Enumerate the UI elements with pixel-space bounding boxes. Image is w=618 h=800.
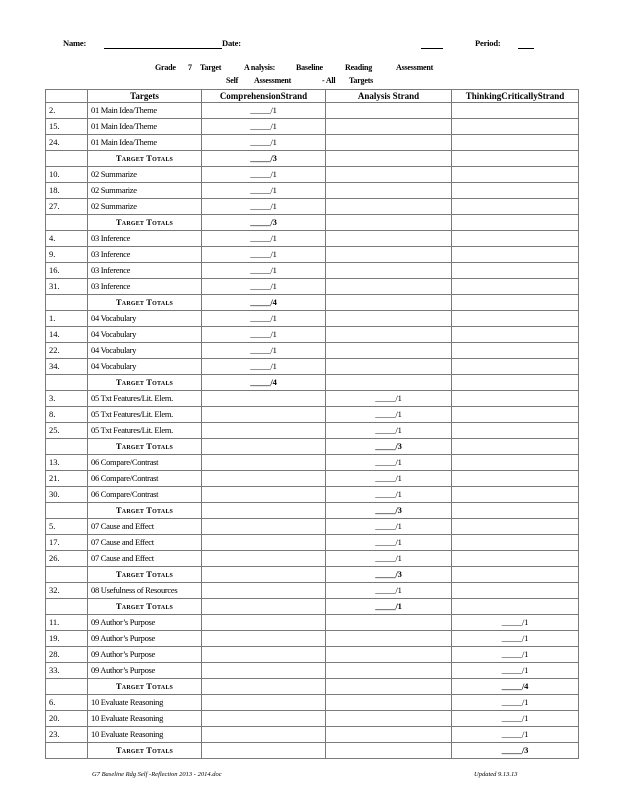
subtitle-word: Baseline [296, 63, 323, 72]
period-line[interactable] [518, 48, 534, 49]
target-name: 01 Main Idea/Theme [88, 119, 202, 135]
target-totals-row [46, 295, 579, 311]
analysis-score[interactable]: _____/1 [326, 583, 452, 599]
thinking-score [452, 519, 579, 535]
date-line[interactable] [421, 48, 443, 49]
name-label: Name: [63, 38, 87, 48]
thinking-score[interactable]: _____/3 [452, 743, 579, 759]
analysis-score [326, 167, 452, 183]
comprehension-score [202, 631, 326, 647]
table-row [46, 279, 579, 295]
comprehension-score [202, 599, 326, 615]
table-row [46, 695, 579, 711]
table-row [46, 407, 579, 423]
analysis-score [326, 295, 452, 311]
item-number: 33. [46, 663, 88, 679]
target-name: 10 Evaluate Reasoning [88, 695, 202, 711]
thinking-score [452, 247, 579, 263]
target-name: 02 Summarize [88, 183, 202, 199]
target-totals-row [46, 567, 579, 583]
table-row [46, 311, 579, 327]
comprehension-score[interactable]: _____/4 [202, 295, 326, 311]
comprehension-score [202, 711, 326, 727]
target-name: 03 Inference [88, 263, 202, 279]
target-name: 04 Vocabulary [88, 359, 202, 375]
analysis-score [326, 183, 452, 199]
item-number: 1. [46, 311, 88, 327]
target-totals-label: Target Totals [88, 151, 202, 167]
thinking-score [452, 487, 579, 503]
subtitle-word: Reading [345, 63, 373, 72]
target-name: 03 Inference [88, 279, 202, 295]
analysis-column-header: Analysis Strand [326, 90, 452, 103]
analysis-score[interactable]: _____/1 [326, 407, 452, 423]
target-totals-row [46, 599, 579, 615]
table-row [46, 583, 579, 599]
target-totals-row [46, 743, 579, 759]
item-number: 19. [46, 631, 88, 647]
target-name: 09 Author’s Purpose [88, 647, 202, 663]
comprehension-score [202, 551, 326, 567]
target-name: 03 Inference [88, 247, 202, 263]
item-number: 14. [46, 327, 88, 343]
analysis-score [326, 135, 452, 151]
analysis-score [326, 743, 452, 759]
comprehension-score[interactable]: _____/1 [202, 231, 326, 247]
table-row [46, 631, 579, 647]
target-totals-row [46, 151, 579, 167]
thinking-score [452, 567, 579, 583]
target-name: 02 Summarize [88, 199, 202, 215]
item-number: 5. [46, 519, 88, 535]
analysis-score[interactable]: _____/1 [326, 519, 452, 535]
analysis-score[interactable]: _____/1 [326, 487, 452, 503]
thinking-column-header: ThinkingCriticallyStrand [452, 90, 579, 103]
comprehension-score[interactable]: _____/1 [202, 183, 326, 199]
target-totals-label: Target Totals [88, 375, 202, 391]
analysis-score [326, 663, 452, 679]
target-name: 07 Cause and Effect [88, 519, 202, 535]
thinking-score [452, 279, 579, 295]
table-row [46, 359, 579, 375]
thinking-score [452, 503, 579, 519]
comprehension-score[interactable]: _____/1 [202, 327, 326, 343]
item-number [46, 439, 88, 455]
item-number: 16. [46, 263, 88, 279]
thinking-score[interactable]: _____/4 [452, 679, 579, 695]
item-number: 18. [46, 183, 88, 199]
comprehension-score [202, 695, 326, 711]
item-number: 21. [46, 471, 88, 487]
target-name: 09 Author’s Purpose [88, 615, 202, 631]
analysis-score [326, 199, 452, 215]
thinking-score [452, 391, 579, 407]
item-number: 6. [46, 695, 88, 711]
analysis-score [326, 631, 452, 647]
table-row [46, 327, 579, 343]
comprehension-score[interactable]: _____/1 [202, 103, 326, 119]
thinking-score[interactable]: _____/1 [452, 695, 579, 711]
table-row [46, 199, 579, 215]
item-number: 10. [46, 167, 88, 183]
comprehension-score [202, 423, 326, 439]
analysis-score [326, 727, 452, 743]
comprehension-score [202, 439, 326, 455]
thinking-score [452, 471, 579, 487]
analysis-score [326, 247, 452, 263]
comprehension-score[interactable]: _____/1 [202, 311, 326, 327]
analysis-score[interactable]: _____/1 [326, 599, 452, 615]
thinking-score [452, 327, 579, 343]
thinking-score [452, 551, 579, 567]
target-totals-row [46, 375, 579, 391]
target-name: 05 Txt Features/Lit. Elem. [88, 407, 202, 423]
comprehension-score[interactable]: _____/1 [202, 167, 326, 183]
table-row [46, 487, 579, 503]
thinking-score [452, 311, 579, 327]
thinking-score[interactable]: _____/1 [452, 711, 579, 727]
target-name: 06 Compare/Contrast [88, 471, 202, 487]
analysis-score [326, 151, 452, 167]
comprehension-score [202, 535, 326, 551]
comprehension-score [202, 567, 326, 583]
table-row [46, 551, 579, 567]
analysis-score [326, 327, 452, 343]
table-row [46, 727, 579, 743]
analysis-score [326, 679, 452, 695]
analysis-score[interactable]: _____/1 [326, 551, 452, 567]
table-row [46, 615, 579, 631]
item-number: 27. [46, 199, 88, 215]
target-totals-label: Target Totals [88, 295, 202, 311]
thinking-score [452, 535, 579, 551]
table-row [46, 647, 579, 663]
analysis-score [326, 215, 452, 231]
subtitle-word: A nalysis: [244, 63, 276, 72]
comprehension-score[interactable]: _____/1 [202, 119, 326, 135]
thinking-score[interactable]: _____/1 [452, 615, 579, 631]
subtitle-word: 7 [188, 63, 192, 72]
item-number: 4. [46, 231, 88, 247]
target-name: 07 Cause and Effect [88, 551, 202, 567]
subtitle-word: Target [200, 63, 222, 72]
item-number: 23. [46, 727, 88, 743]
item-number [46, 599, 88, 615]
comprehension-score [202, 519, 326, 535]
analysis-score[interactable]: _____/1 [326, 455, 452, 471]
comprehension-score[interactable]: _____/3 [202, 215, 326, 231]
thinking-score [452, 263, 579, 279]
footer-filename: G7 Baseline Rdg Self -Reflection 2013 - 2014.doc [92, 771, 222, 778]
thinking-score [452, 119, 579, 135]
thinking-score[interactable]: _____/1 [452, 727, 579, 743]
subtitle-word: Assessment [396, 63, 434, 72]
comprehension-score [202, 663, 326, 679]
item-number [46, 679, 88, 695]
analysis-score[interactable]: _____/1 [326, 423, 452, 439]
item-number [46, 151, 88, 167]
thinking-score [452, 407, 579, 423]
target-totals-row [46, 439, 579, 455]
targets-column-header: Targets [88, 90, 202, 103]
target-name: 05 Txt Features/Lit. Elem. [88, 423, 202, 439]
analysis-score [326, 375, 452, 391]
item-number: 11. [46, 615, 88, 631]
thinking-score [452, 359, 579, 375]
thinking-score [452, 151, 579, 167]
table-row [46, 119, 579, 135]
analysis-score[interactable]: _____/3 [326, 503, 452, 519]
table-row [46, 247, 579, 263]
target-name: 04 Vocabulary [88, 343, 202, 359]
thinking-score [452, 599, 579, 615]
thinking-score [452, 231, 579, 247]
comprehension-score [202, 727, 326, 743]
item-number: 32. [46, 583, 88, 599]
comprehension-score [202, 487, 326, 503]
comprehension-score[interactable]: _____/1 [202, 279, 326, 295]
table-body [46, 103, 579, 759]
comprehension-score [202, 615, 326, 631]
item-number: 15. [46, 119, 88, 135]
analysis-score [326, 263, 452, 279]
table-row [46, 471, 579, 487]
subtitle-word: Grade [155, 63, 176, 72]
thinking-score[interactable]: _____/1 [452, 663, 579, 679]
target-totals-label: Target Totals [88, 439, 202, 455]
item-number: 30. [46, 487, 88, 503]
item-number: 24. [46, 135, 88, 151]
analysis-score [326, 711, 452, 727]
comprehension-score [202, 455, 326, 471]
target-totals-label: Target Totals [88, 679, 202, 695]
target-totals-label: Target Totals [88, 503, 202, 519]
thinking-score [452, 215, 579, 231]
period-label: Period: [475, 38, 501, 48]
item-number: 17. [46, 535, 88, 551]
thinking-score [452, 583, 579, 599]
comprehension-score [202, 471, 326, 487]
comprehension-score [202, 503, 326, 519]
item-number: 13. [46, 455, 88, 471]
analysis-score [326, 311, 452, 327]
target-totals-label: Target Totals [88, 215, 202, 231]
table-row [46, 167, 579, 183]
target-name: 04 Vocabulary [88, 311, 202, 327]
target-name: 01 Main Idea/Theme [88, 103, 202, 119]
item-number: 26. [46, 551, 88, 567]
item-number [46, 375, 88, 391]
target-totals-row [46, 503, 579, 519]
item-number: 22. [46, 343, 88, 359]
comprehension-score[interactable]: _____/1 [202, 359, 326, 375]
analysis-score [326, 695, 452, 711]
comprehension-score[interactable]: _____/1 [202, 199, 326, 215]
date-label: Date: [222, 38, 241, 48]
table-row [46, 519, 579, 535]
target-name: 06 Compare/Contrast [88, 487, 202, 503]
item-number: 9. [46, 247, 88, 263]
comprehension-score[interactable]: _____/1 [202, 263, 326, 279]
item-number: 34. [46, 359, 88, 375]
item-number: 8. [46, 407, 88, 423]
target-name: 10 Evaluate Reasoning [88, 711, 202, 727]
subtitle-word: Self [226, 76, 239, 85]
thinking-score[interactable]: _____/1 [452, 631, 579, 647]
thinking-score [452, 199, 579, 215]
table-row [46, 343, 579, 359]
target-totals-row [46, 679, 579, 695]
thinking-score[interactable]: _____/1 [452, 647, 579, 663]
thinking-score [452, 135, 579, 151]
analysis-score [326, 647, 452, 663]
item-number: 3. [46, 391, 88, 407]
target-name: 05 Txt Features/Lit. Elem. [88, 391, 202, 407]
number-column-header [46, 90, 88, 103]
table-row [46, 423, 579, 439]
table-row [46, 535, 579, 551]
thinking-score [452, 103, 579, 119]
comprehension-score [202, 679, 326, 695]
thinking-score [452, 167, 579, 183]
item-number: 31. [46, 279, 88, 295]
comprehension-column-header: ComprehensionStrand [202, 90, 326, 103]
item-number: 28. [46, 647, 88, 663]
comprehension-score[interactable]: _____/4 [202, 375, 326, 391]
target-totals-label: Target Totals [88, 599, 202, 615]
thinking-score [452, 343, 579, 359]
item-number: 2. [46, 103, 88, 119]
name-line[interactable] [104, 48, 222, 49]
subtitle-word: Assessment [254, 76, 292, 85]
thinking-score [452, 455, 579, 471]
comprehension-score [202, 583, 326, 599]
comprehension-score[interactable]: _____/1 [202, 247, 326, 263]
analysis-score [326, 359, 452, 375]
target-totals-label: Target Totals [88, 567, 202, 583]
thinking-score [452, 183, 579, 199]
item-number [46, 743, 88, 759]
target-name: 07 Cause and Effect [88, 535, 202, 551]
table-row [46, 263, 579, 279]
subtitle-word: - All [322, 76, 336, 85]
table-row [46, 455, 579, 471]
item-number: 25. [46, 423, 88, 439]
analysis-score [326, 103, 452, 119]
analysis-score [326, 615, 452, 631]
comprehension-score [202, 647, 326, 663]
analysis-score[interactable]: _____/1 [326, 535, 452, 551]
target-name: 06 Compare/Contrast [88, 455, 202, 471]
target-name: 01 Main Idea/Theme [88, 135, 202, 151]
thinking-score [452, 423, 579, 439]
target-totals-label: Target Totals [88, 743, 202, 759]
comprehension-score [202, 407, 326, 423]
target-name: 03 Inference [88, 231, 202, 247]
thinking-score [452, 375, 579, 391]
table-row [46, 663, 579, 679]
analysis-score [326, 343, 452, 359]
analysis-score [326, 119, 452, 135]
table-row [46, 711, 579, 727]
analysis-score [326, 279, 452, 295]
target-analysis-table [45, 89, 579, 759]
target-name: 09 Author’s Purpose [88, 663, 202, 679]
comprehension-score [202, 391, 326, 407]
analysis-score [326, 231, 452, 247]
table-row [46, 231, 579, 247]
thinking-score [452, 439, 579, 455]
table-row [46, 183, 579, 199]
target-totals-row [46, 215, 579, 231]
subtitle-word: Targets [349, 76, 374, 85]
comprehension-score [202, 743, 326, 759]
item-number [46, 295, 88, 311]
table-row [46, 103, 579, 119]
thinking-score [452, 295, 579, 311]
target-name: 02 Summarize [88, 167, 202, 183]
target-name: 04 Vocabulary [88, 327, 202, 343]
item-number [46, 215, 88, 231]
footer-updated: Updated 9.13.13 [474, 771, 518, 778]
analysis-score[interactable]: _____/1 [326, 391, 452, 407]
target-name: 10 Evaluate Reasoning [88, 727, 202, 743]
target-name: 08 Usefulness of Resources [88, 583, 202, 599]
item-number: 20. [46, 711, 88, 727]
item-number [46, 567, 88, 583]
comprehension-score[interactable]: _____/1 [202, 135, 326, 151]
target-name: 09 Author’s Purpose [88, 631, 202, 647]
item-number [46, 503, 88, 519]
table-row [46, 391, 579, 407]
analysis-score[interactable]: _____/1 [326, 471, 452, 487]
table-row [46, 135, 579, 151]
analysis-score[interactable]: _____/3 [326, 439, 452, 455]
comprehension-score[interactable]: _____/3 [202, 151, 326, 167]
table-header-row [46, 90, 579, 103]
comprehension-score[interactable]: _____/1 [202, 343, 326, 359]
analysis-score[interactable]: _____/3 [326, 567, 452, 583]
